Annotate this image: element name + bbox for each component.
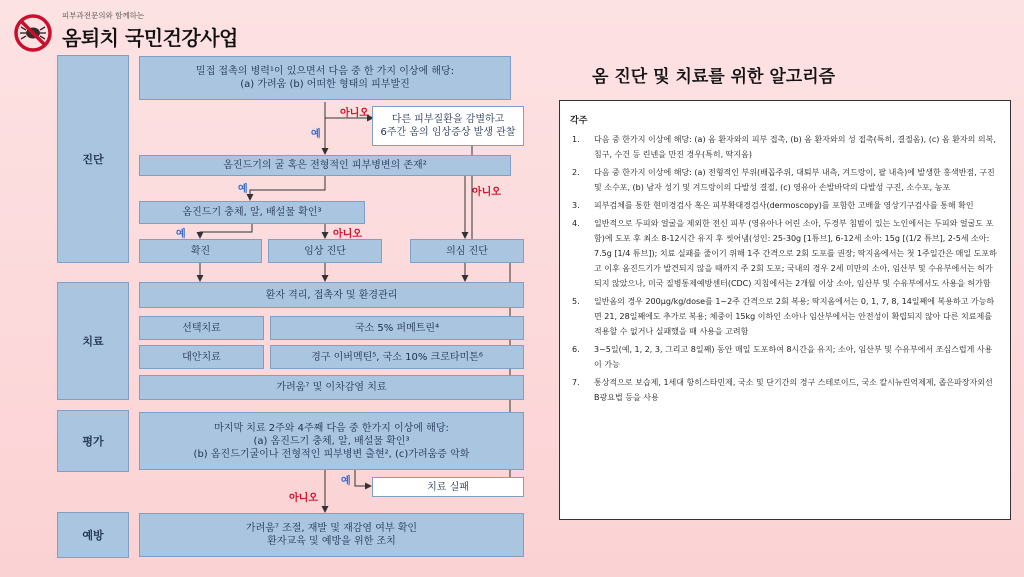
stage-treatment: 치료 bbox=[57, 282, 129, 400]
footnote-item: 4. 일반적으로 두피와 얼굴을 제외한 전신 피부 (영유아나 어린 소아, 두경부 침범이 있는 노인에서는 두피와 얼굴도 포함)에 도포 후 최소 8-12시간 유지 후 씻어냄(성인: 25-30g [1튜브], 6-12세 소아: 15g [(1/2 튜브], 2-5세 소아: 7.5g [1/4 튜브]); 치료 실패를 줄이기 위해 1주 간격으로 2회 도포를 권장; 딱지옴에서는 첫 1주일간은 매일 도포하고 이후 옴진드기가 발견되지 않을 때까지 주 2회 도포; 국내의 경우 2세 미만의 소아, 임산부 및 수유부에서는 허가되지 않았으나, 미국 질병통제예방센터(CDC) 지침에서는 2개월 이상 소아, 임산부 및 수유부에서도 사용을 허가함 bbox=[572, 219, 997, 288]
footnotes-heading: 각주 bbox=[570, 116, 588, 126]
first-choice-box: 선택치료 bbox=[139, 316, 264, 340]
logo-tagline: 피부과전문의와 함께하는 bbox=[62, 11, 145, 20]
footnote-item: 5. 일반옴의 경우 200μg/kg/dose를 1~2주 간격으로 2회 복용; 딱지옴에서는 0, 1, 7, 8, 14일째에 복용하고 가능하면 21, 28일째에도 추가로 복용; 체중이 15kg 이하인 소아나 임산부에서는 안전성이 확립되지 않아 다른 치료제를 적용할 수 없거나 실패했을 때 사용을 고려함 bbox=[572, 297, 995, 336]
footnote-item: 6. 3~5일(예, 1, 2, 3, 그리고 8일째) 동안 매일 도포하여 8시간을 유지; 소아, 임산부 및 수유부에서 조심스럽게 사용이 가능 bbox=[572, 345, 993, 369]
label-no-3: 아니오 bbox=[333, 229, 362, 240]
label-no-1: 아니오 bbox=[340, 108, 369, 119]
clinical-box: 임상 진단 bbox=[268, 239, 382, 263]
label-yes-2: 예 bbox=[238, 184, 248, 195]
footnote-item: 7. 통상적으로 보습제, 1세대 항히스타민제, 국소 및 단기간의 경구 스테로이드, 국소 칼시뉴린억제제, 좁은파장자외선 B광요법 등을 사용 bbox=[572, 378, 993, 402]
mite-confirm-box: 옴진드기 충체, 알, 배설물 확인³ bbox=[139, 201, 365, 224]
label-yes-1: 예 bbox=[311, 129, 321, 140]
confirmed-box: 확진 bbox=[139, 239, 262, 263]
label-yes-4: 예 bbox=[341, 476, 351, 487]
alternative-box: 대안치료 bbox=[139, 345, 264, 369]
label-no-2: 아니오 bbox=[472, 187, 501, 198]
stage-prevention: 예방 bbox=[57, 512, 129, 558]
footnotes-panel bbox=[559, 100, 1011, 520]
stage-diagnosis: 진단 bbox=[57, 55, 129, 263]
prevention-box: 가려움⁷ 조절, 재발 및 재감염 여부 확인 환자교육 및 예방을 위한 조치 bbox=[139, 513, 524, 557]
label-yes-3: 예 bbox=[176, 229, 186, 240]
observe-box: 다른 피부질환을 감별하고 6주간 옴의 임상증상 발생 관찰 bbox=[372, 106, 524, 146]
permethrin-box: 국소 5% 퍼메트린⁴ bbox=[270, 316, 524, 340]
close-contact-box: 밀접 접촉의 병력¹이 있으면서 다음 중 한 가지 이상에 해당: (a) 가려움 (b) 어떠한 형태의 피부발진 bbox=[139, 56, 511, 100]
burrow-box: 옴진드기의 굴 혹은 전형적인 피부병변의 존재² bbox=[139, 155, 511, 176]
itch-box: 가려움⁷ 및 이차감염 치료 bbox=[139, 375, 524, 400]
label-no-4: 아니오 bbox=[289, 493, 318, 504]
page-title: 옴 진단 및 치료를 위한 알고리즘 bbox=[592, 67, 836, 87]
fail-box: 치료 실패 bbox=[372, 477, 524, 497]
footnote-item: 3. 피부검체를 통한 현미경검사 혹은 피부확대경검사(dermoscopy)를 포함한 고배율 영상기구검사를 통해 확인 bbox=[572, 201, 974, 210]
logo-title: 옴퇴치 국민건강사업 bbox=[62, 26, 238, 50]
ivermectin-box: 경구 이버멕틴⁵, 국소 10% 크로타미톤⁶ bbox=[270, 345, 524, 369]
isolation-box: 환자 격리, 접촉자 및 환경관리 bbox=[139, 282, 524, 308]
suspected-box: 의심 진단 bbox=[410, 239, 524, 263]
footnote-item: 1. 다음 중 한가지 이상에 해당: (a) 옴 환자와의 피부 접촉, (b) 옴 환자와의 성 접촉(특히, 결절옴), (c) 옴 환자의 의복, 침구, 수건 등 린넨을 만진 경우(특히, 딱지옴) bbox=[572, 135, 996, 159]
stage-evaluation: 평가 bbox=[57, 410, 129, 472]
evaluation-box: 마지막 치료 2주와 4주째 다음 중 한가지 이상에 해당: (a) 옴진드기 충체, 알, 배설물 확인³ (b) 옴진드기굴이나 전형적인 피부병변 출현², (c)가려움증 악화 bbox=[139, 412, 524, 470]
footnote-item: 2. 다음 중 한가지 이상에 해당: (a) 전형적인 부위(배꼽주위, 대퇴부 내측, 겨드랑이, 팔 내측)에 발생한 홍색반점, 구진 및 소수포, (b) 남자 성기 및 겨드랑이의 다발성 결절, (c) 영유아 손발바닥의 다발성 구진, 소수포, 농포 bbox=[572, 168, 995, 192]
